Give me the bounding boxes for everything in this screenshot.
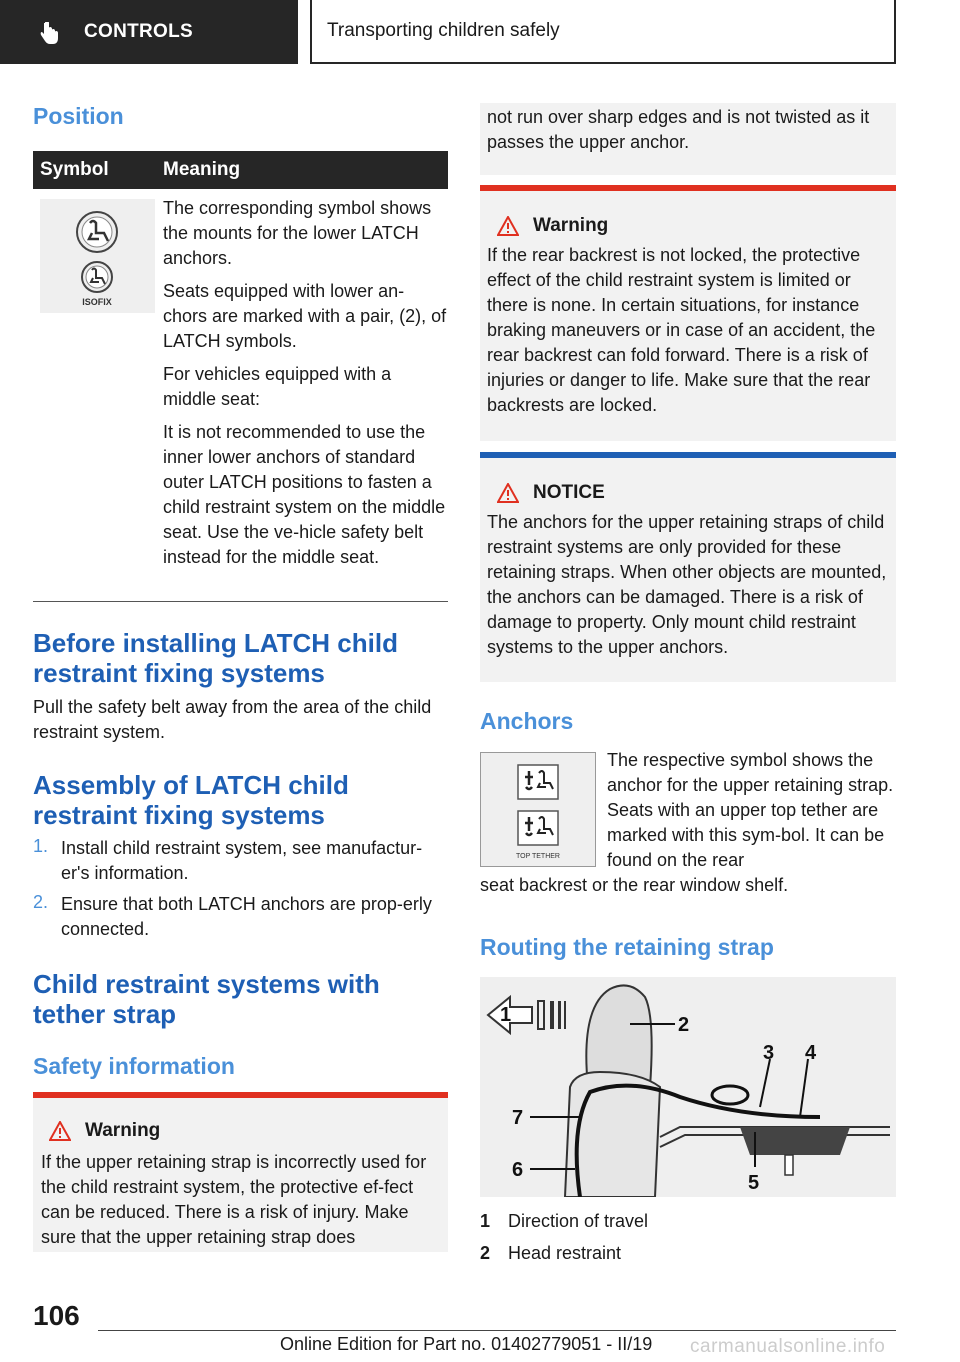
chapter-title: Transporting children safely xyxy=(310,0,896,64)
warning-text: If the rear backrest is not locked, the protective effect of the child restraint system is limited or there is none. In certain situations, for instance braking maneuvers or in case of an accident, the rear backrest can fold forward. There is a risk of injuries or danger to life. Make sure that the rear backrests are locked. xyxy=(487,245,876,415)
assembly-steps xyxy=(33,836,448,942)
notice-triangle-icon xyxy=(497,483,519,503)
isofix-label: ISOFIX xyxy=(82,297,112,307)
routing-heading: Routing the retaining strap xyxy=(480,934,774,960)
callout-3: 3 xyxy=(763,1042,775,1064)
meaning-paragraph: For vehicles equipped with a middle seat: xyxy=(163,364,392,409)
legend-text: Head restraint xyxy=(508,1243,622,1263)
callout-5: 5 xyxy=(748,1172,760,1194)
child-seat-icon xyxy=(40,199,155,313)
warning-label: Warning xyxy=(85,1120,161,1141)
legend-text: Direction of travel xyxy=(508,1211,649,1231)
top-tether-symbol-image xyxy=(480,752,596,867)
meaning-paragraph: The corresponding symbol shows the mounts for the lower LATCH anchors. xyxy=(163,198,432,268)
list-item xyxy=(33,836,448,886)
assembly-heading: Assembly of LATCH child restraint fixing systems xyxy=(33,770,349,830)
top-tether-label: TOP TETHER xyxy=(516,853,560,860)
warning-label: Warning xyxy=(533,215,609,236)
footer-divider xyxy=(98,1330,896,1331)
warning-box xyxy=(33,1092,448,1252)
seat-strap-diagram xyxy=(480,977,896,1197)
warning-triangle-icon xyxy=(497,216,519,236)
top-tether-icon xyxy=(481,753,595,866)
list-item xyxy=(33,892,448,942)
anchors-text: The respective symbol shows the anchor for the upper retaining strap. Seats with an upper top tether are marked with this sym-bol. It can be found on the rear xyxy=(607,750,894,870)
callout-4: 4 xyxy=(805,1042,817,1064)
before-installing-text: Pull the safety belt away from the area of the child restraint system. xyxy=(33,697,432,742)
list-item xyxy=(480,1211,648,1232)
notice-box xyxy=(480,452,896,682)
section-label: CONTROLS xyxy=(84,21,194,42)
meaning-paragraph: Seats equipped with lower an-chors are marked with a pair, (2), of LATCH symbols. xyxy=(163,281,447,351)
anchors-heading: Anchors xyxy=(480,708,574,734)
callout-2: 2 xyxy=(678,1014,690,1036)
anchors-text-continued: seat backrest or the rear window shelf. xyxy=(480,875,789,895)
notice-label: NOTICE xyxy=(533,482,605,503)
latch-symbol-image xyxy=(40,199,155,313)
position-heading: Position xyxy=(33,103,124,129)
step-number: 1. xyxy=(33,836,49,856)
meaning-column-header: Meaning xyxy=(157,151,448,189)
before-installing-heading: Before installing LATCH child restraint fixing systems xyxy=(33,628,398,688)
step-text: Install child restraint system, see manufactur-er's information. xyxy=(61,838,423,883)
warning-triangle-icon xyxy=(49,1121,71,1141)
warning-text: If the upper retaining strap is incorrectly used for the child restraint system, the protective ef-fect can be reduced. There is a risk of injury. Make sure that the upper retaining strap does xyxy=(41,1152,427,1247)
page-number: 106 xyxy=(33,1300,80,1331)
legend-number: 1 xyxy=(480,1211,491,1231)
page-header xyxy=(0,0,960,66)
meaning-paragraph: It is not recommended to use the inner lower anchors of standard outer LATCH positions to fasten a child restraint system on the middle seat. Use the ve-hicle safety belt instead for the middle seat. xyxy=(163,422,446,567)
tether-heading: Child restraint systems with tether strap xyxy=(33,969,380,1029)
warning-continuation-text: not run over sharp edges and is not twisted as it passes the upper anchor. xyxy=(487,107,870,152)
routing-diagram xyxy=(480,977,896,1197)
table-row xyxy=(33,189,448,578)
safety-info-heading: Safety information xyxy=(33,1053,235,1079)
section-tab[interactable] xyxy=(0,0,298,64)
warning-box xyxy=(480,185,896,441)
watermark: carmanualsonline.info xyxy=(690,1336,886,1357)
warning-continuation-box xyxy=(480,103,896,175)
notice-text: The anchors for the upper retaining straps of child restraint systems are only provided for these retaining straps. When other objects are mounted, the anchors can be damaged. There is a risk of damage to property. Only mount child restraint systems to the upper anchors. xyxy=(487,512,887,657)
callout-7: 7 xyxy=(512,1107,524,1129)
edition-text: Online Edition for Part no. 01402779051 - II/19 xyxy=(280,1334,653,1354)
hand-pointer-icon xyxy=(40,22,60,44)
symbol-table xyxy=(33,151,448,578)
divider xyxy=(33,601,448,602)
step-number: 2. xyxy=(33,892,49,912)
step-text: Ensure that both LATCH anchors are prop-erly connected. xyxy=(61,894,432,939)
callout-6: 6 xyxy=(512,1159,524,1181)
symbol-column-header: Symbol xyxy=(33,151,157,189)
list-item xyxy=(480,1243,621,1264)
callout-1: 1 xyxy=(500,1004,512,1026)
legend-number: 2 xyxy=(480,1243,491,1263)
